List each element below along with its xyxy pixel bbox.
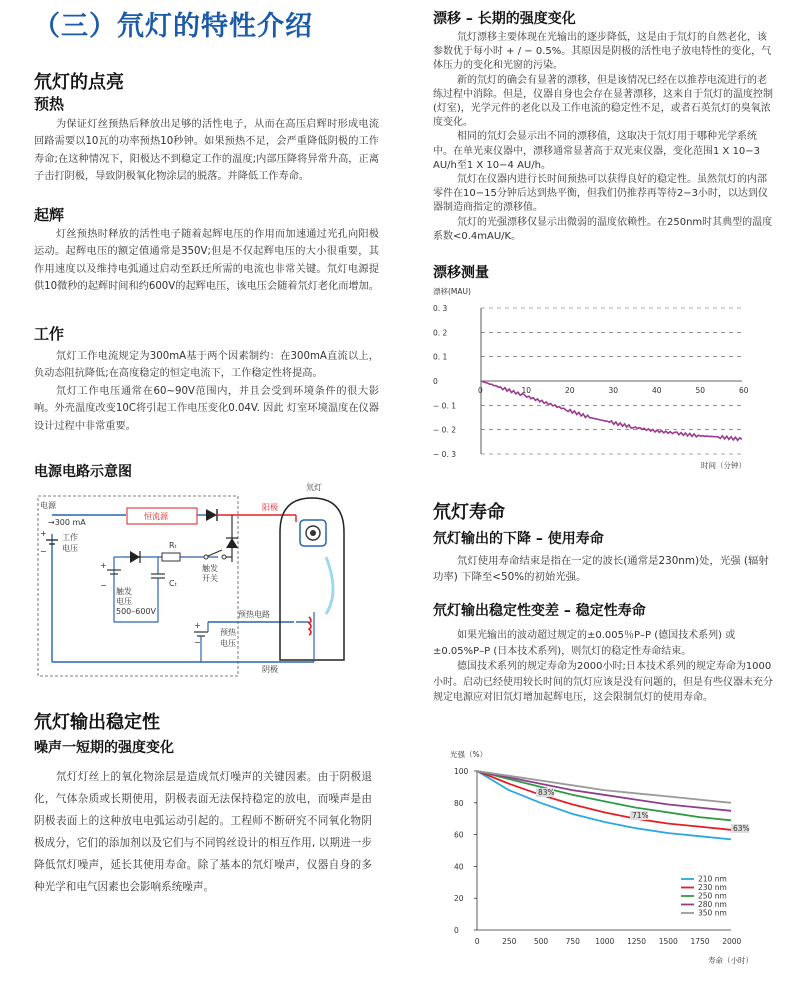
chart2-xtick: 500 [533,937,549,946]
svg-text:500–600V: 500–600V [116,607,157,616]
chart2-ylabel: 光强（%） [450,750,488,759]
chart2-ytick: 40 [454,862,464,872]
svg-text:触发: 触发 [202,564,218,573]
chart2-ytick: 20 [454,894,464,904]
svg-text:电压: 电压 [220,639,236,648]
page-title: （三）氘灯的特性介绍 [33,11,313,42]
chart1-xtick: 40 [652,386,662,395]
svg-text:+: + [100,561,107,570]
label-constant-current: 恒流源 [144,512,168,521]
chart1-xtick: 30 [608,386,619,395]
svg-text:+: + [194,621,201,630]
life-sub1-heading: 氘灯输出的下降 – 使用寿命 [433,531,604,547]
ignite-heading: 起辉 [34,206,65,224]
chart2-legend-label: 210 nm [698,874,727,884]
preheat-text: 为保证灯丝预热后释放出足够的活性电子，从而在高压启辉时形成电流回路需要以10瓦的功率预热10秒钟。如果预热不足，会严重降低阴极的工作寿命;在这种情况下，阳极达不到稳定工作的温度;内部压降将异常升高，正离子击打阴极，导致阴极氧化物涂层的脱落。并降低工作寿命。 [34,119,379,183]
svg-text:开关: 开关 [202,574,218,583]
drift-heading: 漂移 – 长期的强度变化 [433,11,576,27]
life-text-2: 如果光输出的波动超过规定的±0.005％P–P (德国技术系列) 或±0.05%P–P (日本技术系列)，则氘灯的稳定性寿命结束。 德国技术系列的规定寿命为2000小时;日本技术系列的规定寿命为1000小时。启动已经使用较长时间的氘灯应该是没有问题的，但是有些仪器未充分规定电源应对旧氘灯增加起辉电压，这会限制氘灯的使用寿命。 [433,630,773,704]
chart2-ytick: 80 [454,798,464,808]
label-cathode: 阴极 [262,665,278,674]
chart1-ytick: − 0. 3 [433,450,456,459]
label-lamp: 氘灯 [306,483,322,492]
svg-text:+: + [40,529,47,538]
chart2-annotation: 63% [733,824,750,833]
noise-heading: 噪声一短期的强度变化 [34,740,174,756]
chart1-xtick: 20 [565,386,575,395]
chart2-ytick: 60 [454,830,464,840]
svg-text:预热: 预热 [220,628,236,637]
chart2-xtick: 1750 [690,937,710,946]
chart2-xtick: 0 [474,937,480,946]
chart1-xtick: 50 [695,386,706,395]
chart2-legend-label: 230 nm [698,883,727,892]
chart1-xtick: 0 [478,386,483,395]
section-title-stability: 氘灯输出稳定性 [34,712,160,733]
chart1-ytick: − 0. 1 [433,401,456,411]
chart2-legend-label: 250 nm [698,891,727,901]
svg-text:触发: 触发 [116,587,132,596]
chart2-annotation: 71% [632,811,649,820]
chart2-xtick: 2000 [722,937,742,946]
drift-chart [433,284,773,474]
circuit-diagram [34,482,379,677]
chart2-xtick: 1500 [658,937,678,946]
work-text: 氘灯工作电流规定为300mA基于两个因素制约：在300mA直流以上，负动态阻抗降低;在高度稳定的恒定电流下，工作稳定性将提高。 氘灯工作电压通常在60~90V范围内，并且会受到环境条件的很大影响。外壳温度改变10C将引起工作电压变化0.04V. 因此 灯室环境温度在仪器设计过程中非常重要。 [34,351,379,432]
svg-text:工作: 工作 [62,533,78,542]
noise-text: 氘灯灯丝上的氧化物涂层是造成氘灯噪声的关键因素。由于阴极退化，气体杂质或长期使用，阴极表面无法保持稳定的放电，而噪声是由阴极表面上的这种放电电弧运动引起的。工程师不断研究不同氧化物阴极成分，它们的添加剂以及它们与不同钨丝设计的相互作用, 以期进一步降低氘灯噪声，延长其使用寿命。除了基本的氘灯噪声，仪器自身的多种光学和电气因素也会影响系统噪声。 [34,771,372,893]
lifetime-chart [440,745,770,970]
svg-text:Rₜ: Rₜ [169,541,177,550]
label-current: →300 mA [48,518,86,527]
svg-text:电压: 电压 [116,597,132,606]
lamp-life-heading: 氘灯寿命 [433,502,505,523]
svg-text:−: − [40,547,47,556]
chart2-annotation: 83% [538,788,555,797]
circuit-heading: 电源电路示意图 [34,464,132,480]
chart2-legend-label: 350 nm [698,908,727,918]
label-power-supply: 电源 [40,501,56,510]
label-anode: 阳极 [262,503,278,512]
svg-text:Cₜ: Cₜ [169,579,177,588]
chart1-xlabel: 时间（分钟） [701,461,746,470]
section-title-ignition: 氘灯的点亮 [34,72,124,93]
ignite-text: 灯丝预热时释放的活性电子随着起辉电压的作用而加速通过光孔向阳极运动。起辉电压的额定值通常是350V;但是不仅起辉电压的大小很重要，其作用速度以及维持电弧通过启动至跃迁所需的电流也非常关键。氘灯电源提供10微秒的起辉时间和约600V的起辉电压，该电压会随着氘灯老化而增加。 [34,229,379,293]
chart1-ylabel: 漂移(MAU) [433,287,471,296]
chart2-xtick: 1250 [626,937,647,946]
chart2-ytick: 100 [454,767,469,776]
svg-text:−: − [194,638,201,647]
chart1-ytick: 0. 1 [433,352,448,362]
chart1-ytick: 0. 2 [433,328,448,338]
svg-text:−: − [100,581,107,590]
drift-text: 氘灯漂移主要体现在光输出的逐步降低，这是由于氘灯的自然老化，该参数优于每小时 + / − 0.5%。其原因是阴极的活性电子放电特性的变化，气体压力的变化和光窗的污染。 新的氘灯的确会有显著的漂移，但是该情况已经在以推荐电流进行的老练过程中消除。但是，仪器自身也会存在显著漂移，这来自于氘灯的温度控制 (灯室)，光学元件的老化以及工作电流的稳定性不足，或者石英氘灯的臭氧浓度变化。 相同的氘灯会显示出不同的漂移值，这取决于氘灯用于哪种光学系统中。在单光束仪器中，漂移通常显著高于双光束仪器，变化范围1 X 10−3 AU/h至1 X 10−4 AU/h。 氘灯在仪器内进行长时间预热可以获得良好的稳定性。虽然氘灯的内部零件在10−15分钟后达到热平衡，但我们仍推荐再等待2−3小时，以达到仪器制造商指定的漂移值。 氘灯的光强漂移仅显示出微弱的温度依赖性。在250nm时其典型的温度系数<0.4mAU/K。 [433,32,773,242]
chart2-xtick: 750 [565,937,580,946]
chart1-ytick: 0 [433,377,438,386]
chart1-ytick: 0. 3 [433,304,448,313]
chart2-xlabel: 寿命（小时） [708,956,753,965]
work-heading: 工作 [34,325,65,343]
svg-text:电压: 电压 [62,544,78,553]
chart2-legend-label: 280 nm [698,900,727,909]
life-sub2-heading: 氘灯输出稳定性变差 – 稳定性寿命 [433,603,646,619]
chart2-xtick: 1000 [595,937,615,946]
chart2-series-line [477,771,731,803]
chart1-ytick: − 0. 2 [433,425,456,435]
label-preheat-circuit: 预热电路 [238,610,270,619]
preheat-heading: 预热 [34,95,65,113]
chart1-xtick: 10 [521,386,532,395]
chart2-xtick: 250 [502,937,517,946]
chart2-ytick: 0 [454,926,459,935]
life-text-1: 氘灯使用寿命结束是指在一定的波长(通常是230nm)处，光强 (辐射功率) 下降至<50%的初始光强。 [433,555,769,583]
drift-measure-heading: 漂移测量 [433,265,489,281]
chart1-xtick: 60 [739,386,749,395]
